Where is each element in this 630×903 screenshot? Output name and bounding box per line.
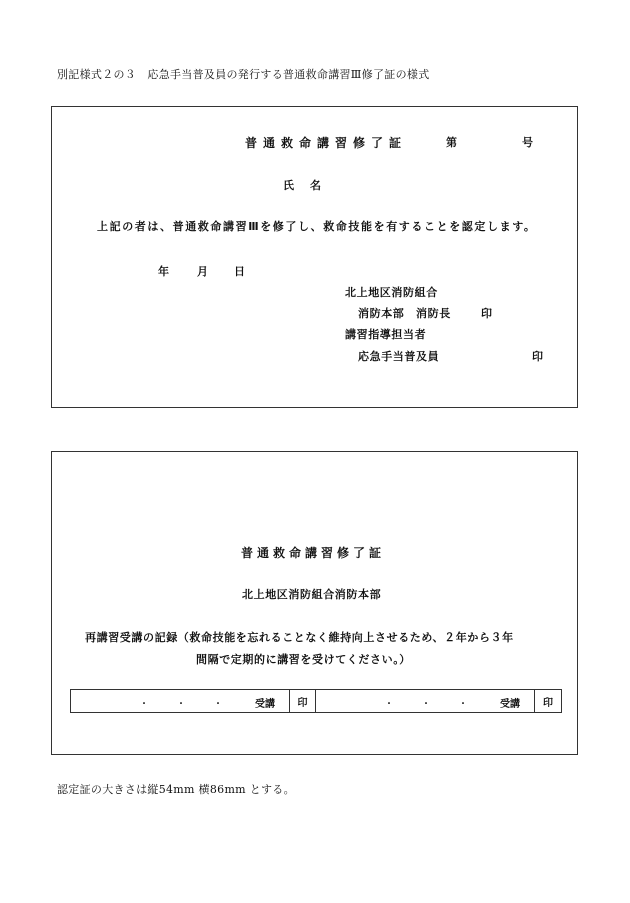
retraining-note-line1: 再講習受講の記録（救命技能を忘れることなく維持向上させるため、２年から３年 <box>85 631 514 644</box>
certification-text: 上記の者は、普通救命講習Ⅲを修了し、救命技能を有することを認定します。 <box>97 220 537 233</box>
document-heading: 別記様式２の３ 応急手当普及員の発行する普通救命講習Ⅲ修了証の様式 <box>57 68 430 81</box>
certificate-back <box>51 451 578 755</box>
date-separator-dot: ・ <box>421 699 431 710</box>
name-label: 氏名 <box>283 179 337 192</box>
date-year-label: 年 <box>158 265 169 278</box>
certificate-number-suffix: 号 <box>522 136 533 149</box>
back-title: 普通救命講習修了証 <box>241 546 386 560</box>
attended-label: 受講 <box>500 699 520 710</box>
certificate-number-prefix: 第 <box>446 136 457 149</box>
front-title: 普通救命講習修了証 <box>245 136 408 150</box>
issuing-organization: 北上地区消防組合 <box>345 286 438 299</box>
fire-chief-label: 消防本部 消防長 <box>358 307 451 320</box>
chief-seal-mark: 印 <box>481 307 492 320</box>
table-row <box>71 690 562 713</box>
record-seal-cell-1: 印 <box>290 690 316 713</box>
instructor-label: 講習指導担当者 <box>345 328 427 341</box>
back-organization: 北上地区消防組合消防本部 <box>242 588 382 601</box>
record-seal-cell-2: 印 <box>535 690 562 713</box>
retraining-note-line2: 間隔で定期的に講習を受けてください。） <box>196 653 411 666</box>
attended-label: 受講 <box>255 699 275 710</box>
date-day-label: 日 <box>234 265 245 278</box>
record-date-cell-2 <box>316 690 535 713</box>
date-month-label: 月 <box>197 265 208 278</box>
date-separator-dot: ・ <box>384 699 394 710</box>
date-separator-dot: ・ <box>139 699 149 710</box>
retraining-record-table <box>70 689 562 713</box>
date-separator-dot: ・ <box>213 699 223 710</box>
certificate-front <box>51 106 578 408</box>
date-separator-dot: ・ <box>176 699 186 710</box>
first-aid-instructor-label: 応急手当普及員 <box>358 350 440 363</box>
date-separator-dot: ・ <box>458 699 468 710</box>
record-date-cell-1 <box>71 690 290 713</box>
instructor-seal-mark: 印 <box>532 350 543 363</box>
size-footnote: 認定証の大きさは縦54mm 横86mm とする。 <box>57 783 295 796</box>
